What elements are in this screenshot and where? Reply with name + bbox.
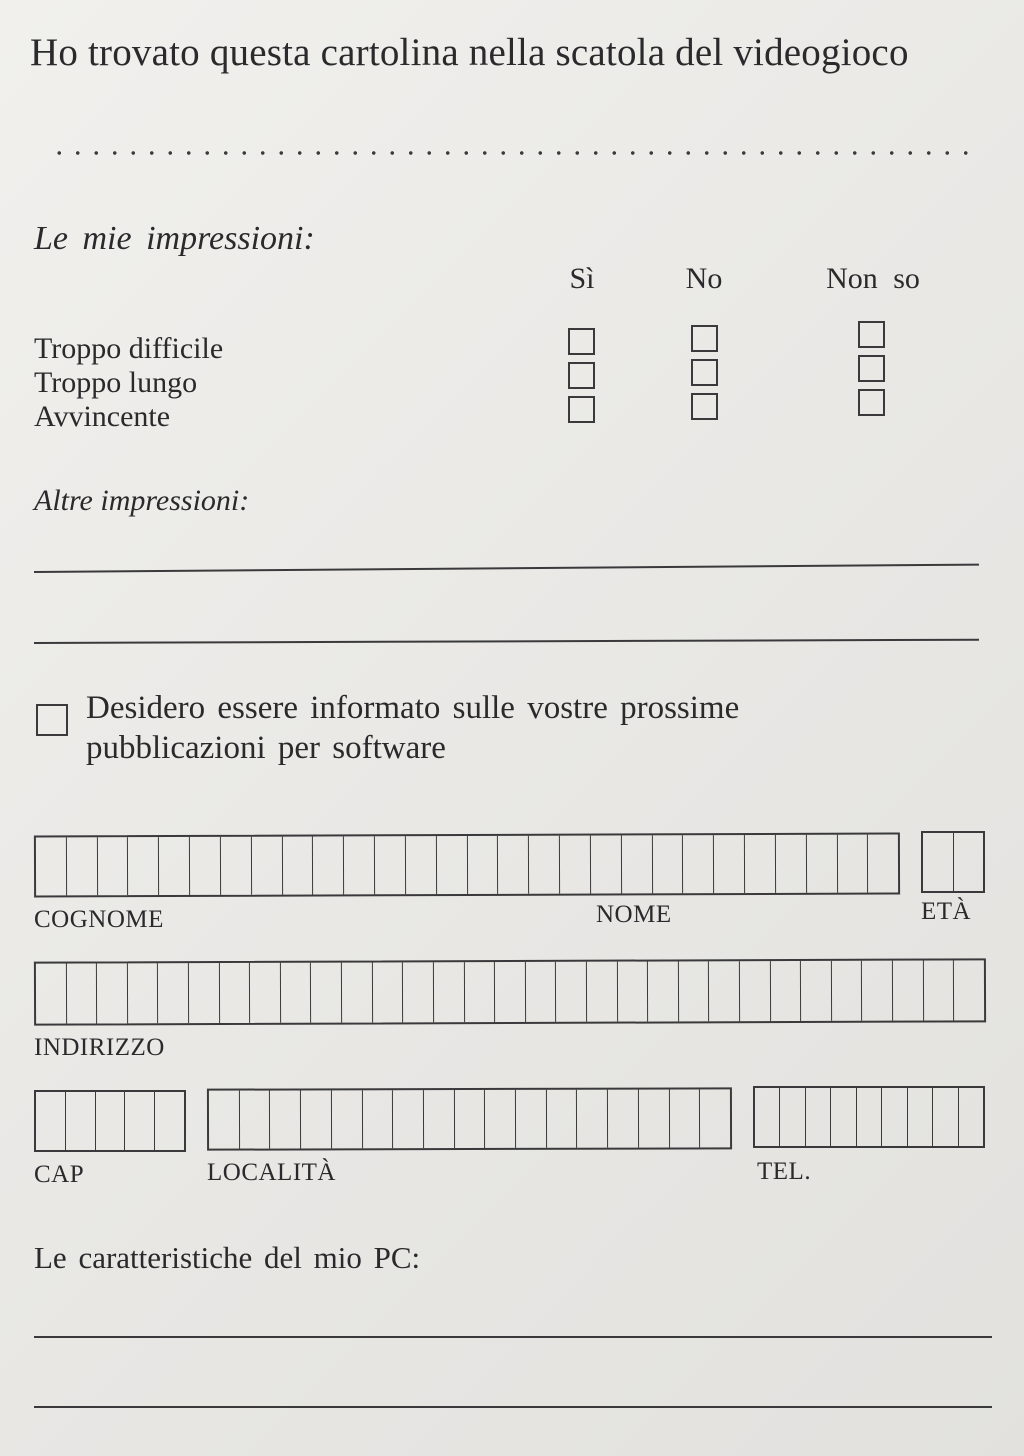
pc-specs-line-2[interactable]	[34, 1406, 992, 1408]
checkbox-too-difficult-no[interactable]	[691, 325, 718, 352]
impressions-heading: Le mie impressioni:	[34, 220, 315, 257]
column-yes: Sì	[569, 262, 595, 295]
checkbox-too-long-no[interactable]	[691, 359, 718, 386]
checkbox-too-long-dont-know[interactable]	[858, 355, 885, 382]
postal-code-grid[interactable]	[34, 1090, 186, 1152]
row-label-too-difficult: Troppo difficile	[34, 332, 224, 365]
row-label-too-long: Troppo lungo	[34, 366, 198, 399]
surname-name-grid[interactable]	[34, 832, 900, 897]
other-impressions-heading: Altre impressioni:	[34, 484, 250, 517]
pc-specs-heading: Le caratteristiche del mio PC:	[34, 1240, 421, 1275]
address-label: INDIRIZZO	[34, 1034, 165, 1061]
card-title: Ho trovato questa cartolina nella scatola del videogioco	[30, 31, 909, 74]
column-dont-know: Non so	[826, 262, 920, 295]
dotted-fill-line[interactable]	[50, 150, 975, 156]
checkbox-engaging-no[interactable]	[691, 393, 718, 420]
surname-label: COGNOME	[34, 906, 164, 933]
other-impressions-line-1[interactable]	[34, 564, 979, 573]
city-grid[interactable]	[207, 1087, 732, 1150]
column-no: No	[685, 262, 723, 295]
row-label-engaging: Avvincente	[34, 400, 171, 433]
city-label: LOCALITÀ	[207, 1159, 336, 1186]
age-label: ETÀ	[921, 898, 972, 925]
checkbox-engaging-dont-know[interactable]	[858, 389, 885, 416]
checkbox-engaging-yes[interactable]	[568, 396, 595, 423]
address-grid[interactable]	[34, 958, 986, 1025]
phone-grid[interactable]	[753, 1086, 985, 1148]
checkbox-too-difficult-yes[interactable]	[568, 328, 595, 355]
other-impressions-line-2[interactable]	[34, 639, 979, 644]
checkbox-too-long-yes[interactable]	[568, 362, 595, 389]
postal-code-label: CAP	[34, 1161, 85, 1188]
name-label: NOME	[596, 901, 672, 928]
pc-specs-line-1[interactable]	[34, 1336, 992, 1338]
newsletter-checkbox[interactable]	[36, 704, 68, 736]
checkbox-too-difficult-dont-know[interactable]	[858, 321, 885, 348]
age-grid[interactable]	[921, 831, 985, 893]
newsletter-text: Desidero essere informato sulle vostre prossime pubblicazioni per software	[86, 690, 740, 766]
phone-label: TEL.	[757, 1158, 812, 1185]
